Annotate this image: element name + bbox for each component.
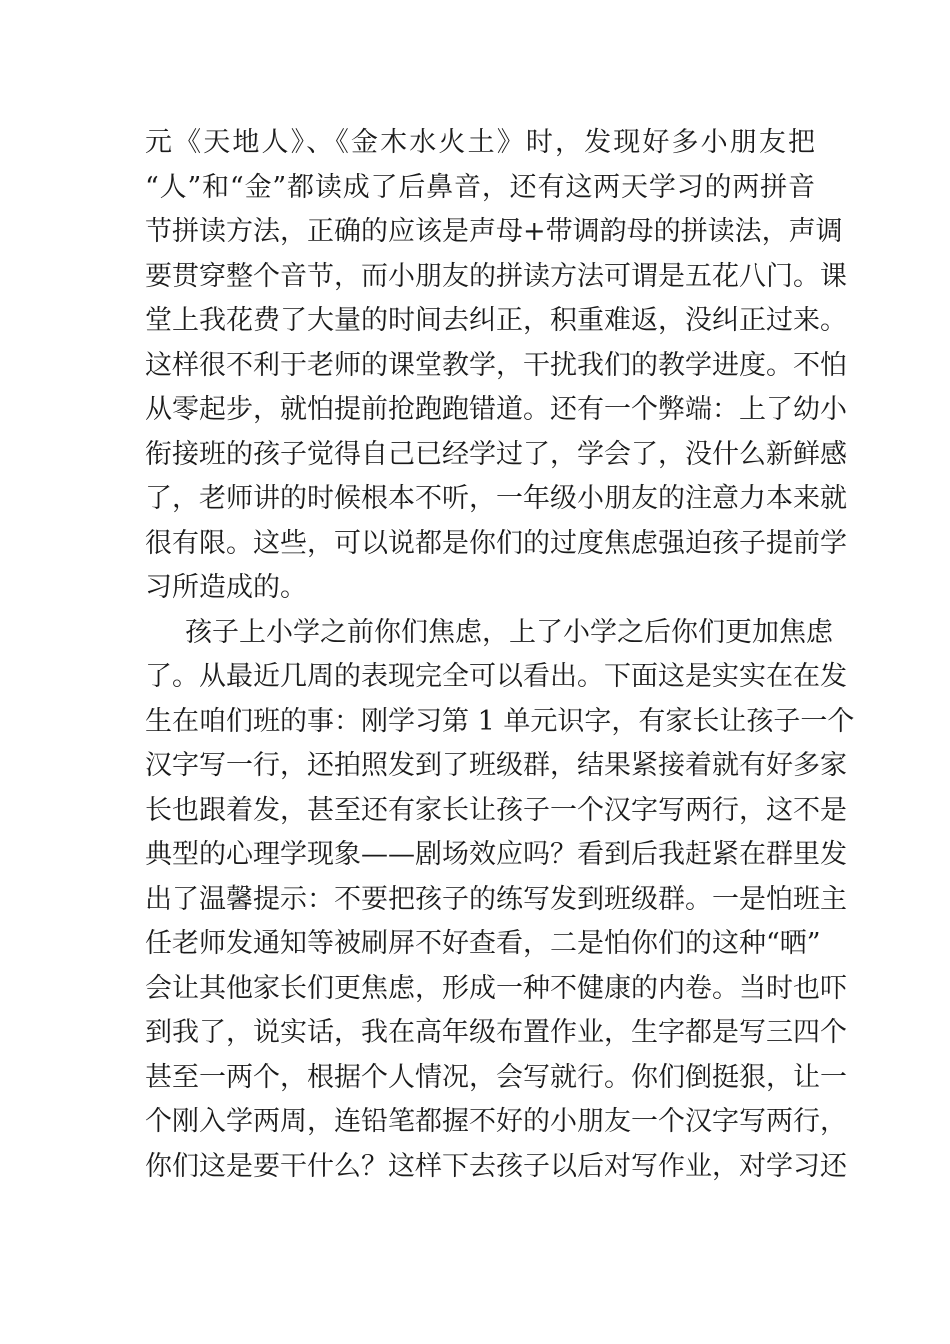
text-line: 孩子上小学之前你们焦虑，上了小学之后你们更加焦虑 [185, 616, 833, 648]
text-line: 很有限。这些，可以说都是你们的过度焦虑强迫孩子提前学 [145, 527, 847, 559]
text-line: 典型的心理学现象——剧场效应吗？看到后我赶紧在群里发 [145, 839, 847, 870]
text-line: 生在咱们班的事：刚学习第 1 单元识字，有家长让孩子一个 [145, 705, 855, 737]
text-line: 从零起步，就怕提前抢跑跑错道。还有一个弊端：上了幼小 [145, 394, 847, 425]
text-line: 堂上我花费了大量的时间去纠正，积重难返，没纠正过来。 [145, 305, 847, 336]
text-line: 到我了，说实话，我在高年级布置作业，生字都是写三四个 [145, 1017, 847, 1048]
text-line: 出了温馨提示：不要把孩子的练写发到班级群。一是怕班主 [145, 883, 847, 915]
text-line: 长也跟着发，甚至还有家长让孩子一个汉字写两行，这不是 [145, 794, 847, 826]
document-body [145, 121, 855, 1189]
paragraph-2 [145, 611, 855, 1190]
text-line: 元《天地人》、《金木水火土》时，发现好多小朋友把 [145, 127, 815, 158]
text-line: 衔接班的孩子觉得自己已经学过了，学会了，没什么新鲜感 [145, 438, 847, 470]
text-line: 汉字写一行，还拍照发到了班级群，结果紧接着就有好多家 [145, 750, 847, 781]
text-line: 会让其他家长们更焦虑，形成一种不健康的内卷。当时也吓 [145, 972, 847, 1004]
text-line: 了，老师讲的时候根本不听，一年级小朋友的注意力本来就 [145, 483, 847, 514]
text-line: 习所造成的。 [145, 572, 307, 603]
paragraph-1 [145, 121, 847, 611]
text-line: “人”和“金”都读成了后鼻音，还有这两天学习的两拼音 [145, 171, 815, 203]
text-line: 节拼读方法，正确的应该是声母+带调韵母的拼读法，声调 [145, 216, 843, 247]
text-line: 甚至一两个，根据个人情况，会写就行。你们倒挺狠，让一 [145, 1061, 847, 1093]
text-line: 了。从最近几周的表现完全可以看出。下面这是实实在在发 [145, 661, 847, 692]
text-line: 这样很不利于老师的课堂教学，干扰我们的教学进度。不怕 [145, 349, 847, 381]
text-line: 要贯穿整个音节，而小朋友的拼读方法可谓是五花八门。课 [145, 260, 847, 292]
text-line: 个刚入学两周，连铅笔都握不好的小朋友一个汉字写两行， [145, 1106, 847, 1137]
text-line: 你们这是要干什么？这样下去孩子以后对写作业，对学习还 [145, 1150, 847, 1182]
text-line: 任老师发通知等被刷屏不好查看，二是怕你们的这种“晒” [145, 928, 821, 959]
